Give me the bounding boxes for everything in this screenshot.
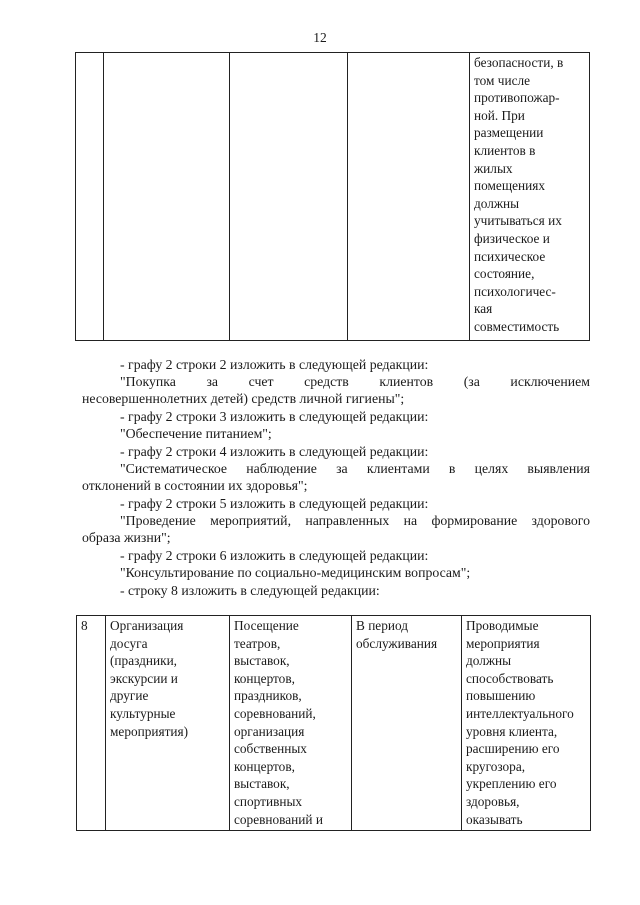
cell-line: должны [474,195,520,211]
table-row [77,616,591,831]
quoted-text-line: "Проведение мероприятий, направленных на формирование здорового [120,513,590,528]
table-row [76,53,590,341]
cell-line: психическое [474,248,546,264]
cell-line: выставок, [234,653,290,669]
instruction-paragraph: - графу 2 строки 2 изложить в следующей редакции: [120,357,429,372]
quoted-text-line: "Консультирование по социально-медицинским вопросам"; [120,565,471,580]
cell-line: безопасности, в [474,55,564,70]
table-cell-number [76,53,104,341]
cell-line: здоровья, [466,793,520,809]
quoted-text-line: отклонений в состоянии их здоровья"; [82,478,308,493]
cell-line: (праздники, [110,653,178,669]
cell-line: экскурсии и [110,670,178,686]
cell-line: интеллектуального [466,705,574,721]
cell-line: мероприятия) [110,723,189,739]
cell-line: Посещение [234,618,299,633]
quoted-text-line: "Систематическое наблюдение за клиентами в целях выявления [120,461,590,476]
instruction-paragraph: - графу 2 строки 4 изложить в следующей редакции: [120,444,429,459]
cell-line: собственных [234,741,307,757]
quoted-text-line: "Обеспечение питанием"; [120,426,272,441]
cell-line: укреплению его [466,776,557,792]
table-cell-period [348,53,470,341]
table-cell-service-content [230,616,352,831]
table-cell-number [77,616,106,831]
cell-line: Организация [110,618,184,633]
cell-line: должны [466,653,512,669]
cell-line: повышению [466,688,536,704]
instruction-paragraph: - строку 8 изложить в следующей редакции: [120,583,380,598]
cell-line: обслуживания [356,635,438,651]
instruction-paragraph: - графу 2 строки 3 изложить в следующей редакции: [120,409,429,424]
instruction-paragraph: - графу 2 строки 6 изложить в следующей редакции: [120,548,429,563]
table-cell-conditions [462,616,591,831]
cell-line: жилых [474,160,513,176]
row-8-table [76,615,591,831]
cell-line: праздников, [234,688,302,704]
cell-line: соревнований, [234,705,316,721]
cell-line: другие [110,688,149,704]
cell-line: концертов, [234,758,295,774]
cell-line: В период [356,618,409,633]
cell-line: том числе [474,72,531,88]
cell-line: выставок, [234,776,290,792]
cell-line: кругозора, [466,758,526,774]
cell-line: совместимость [474,318,560,334]
cell-line: мероприятия [466,635,540,651]
cell-line: помещениях [474,178,545,194]
cell-line: учитываться их [474,213,562,229]
cell-line: 8 [81,618,88,633]
cell-line: психологичес- [474,283,556,299]
cell-line: противопожар- [474,90,560,106]
cell-line: уровня клиента, [466,723,558,739]
table-cell-service-name [106,616,230,831]
cell-line: концертов, [234,670,295,686]
cell-line: ной. При [474,107,525,123]
quoted-text-line: несовершеннолетних детей) средств личной гигиены"; [82,391,405,406]
cell-line: спортивных [234,793,303,809]
cell-line: соревнований и [234,811,323,827]
quoted-text-line: "Покупка за счет средств клиентов (за исключением [120,374,590,389]
continuation-table [75,52,590,341]
cell-line: клиентов в [474,142,536,158]
cell-line: культурные [110,705,176,721]
cell-line: оказывать [466,811,523,827]
cell-line: расширению его [466,741,560,757]
cell-line: способствовать [466,670,554,686]
table-cell-service-content [230,53,348,341]
cell-line: организация [234,723,305,739]
instruction-paragraph: - графу 2 строки 5 изложить в следующей редакции: [120,496,429,511]
table-cell-conditions [470,53,590,341]
cell-line: досуга [110,635,148,651]
page-number: 12 [313,30,327,45]
cell-line: размещении [474,125,544,141]
quoted-text-line: образа жизни"; [82,530,171,545]
cell-line: Проводимые [466,618,539,633]
cell-line: театров, [234,635,281,651]
table-cell-service-name [104,53,230,341]
table-cell-period [352,616,462,831]
cell-line: состояние, [474,266,535,282]
cell-line: физическое и [474,230,550,246]
cell-line: кая [474,301,493,317]
